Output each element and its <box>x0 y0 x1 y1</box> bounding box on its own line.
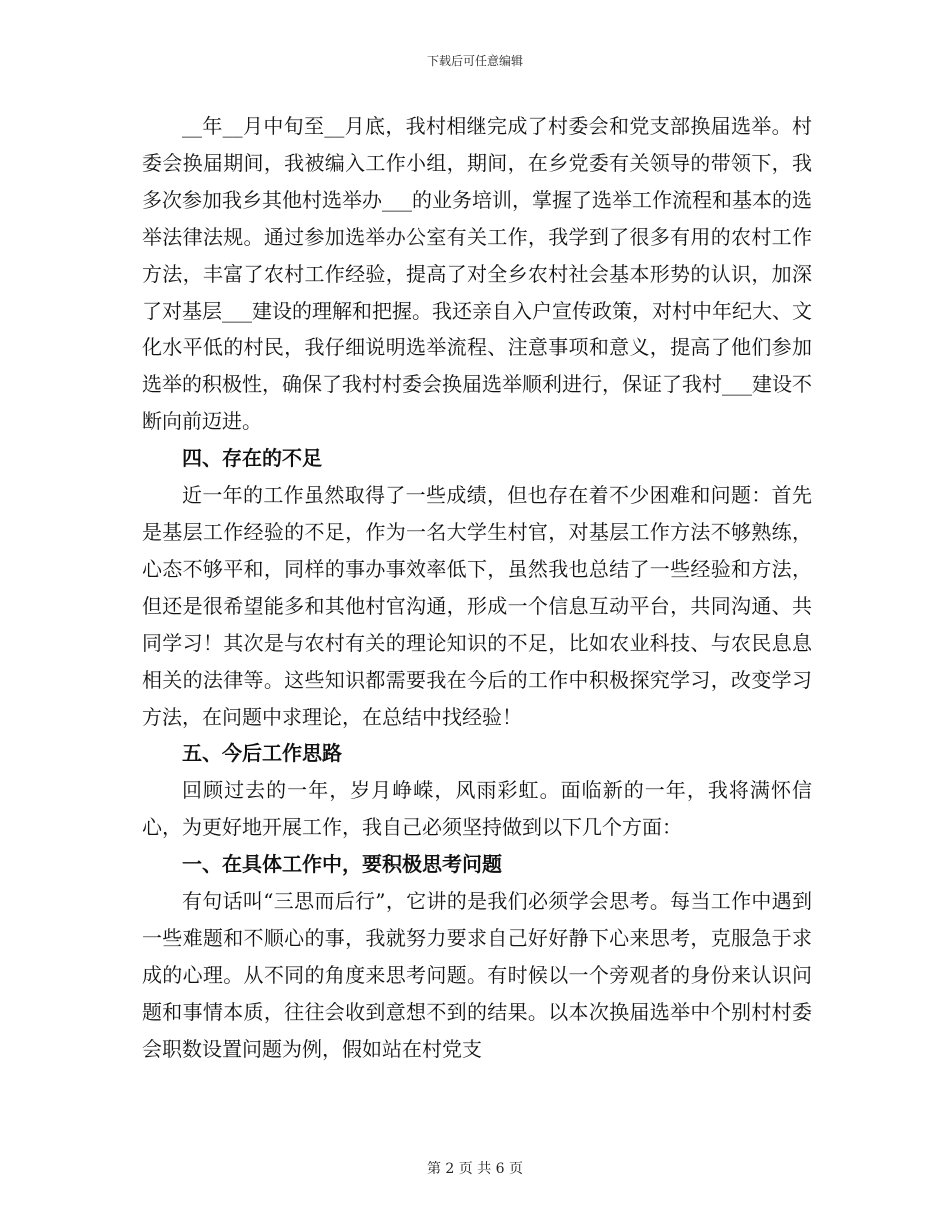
section-heading-future-plan: 五、今后工作思路 <box>182 741 342 766</box>
page-header: 下载后可任意编辑 <box>426 54 523 68</box>
page-footer: 第 2 页 共 6 页 <box>426 1161 524 1177</box>
document-body <box>142 108 812 1068</box>
subsection-heading-active-thinking: 一、在具体工作中，要积极思考问题 <box>182 852 502 877</box>
paragraph-shortcomings: 近一年的工作虽然取得了一些成绩，但也存在着不少困难和问题：首先是基层工作经验的不足，作为一名大学生村官，对基层工作方法不够熟练，心态不够平和，同样的事办事效率低下，虽然我也总结了一些经验和方法，但还是很希望能多和其他村官沟通，形成一个信息互动平台，共同沟通、共同学习！其次是与农村有关的理论知识的不足，比如农业科技、与农民息息相关的法律等。这些知识都需要我在今后的工作中积极探究学习，改变学习方法，在问题中求理论，在总结中找经验！ <box>142 483 812 729</box>
paragraph-active-thinking: 有句话叫“三思而后行”，它讲的是我们必须学会思考。每当工作中遇到一些难题和不顺心的事，我就努力要求自己好好静下心来思考，克服急于求成的心理。从不同的角度来思考问题。有时候以一个旁观者的身份来认识问题和事情本质，往往会收到意想不到的结果。以本次换届选举中个别村村委会职数设置问题为例，假如站在村党支 <box>142 889 812 1061</box>
paragraph-election-work: __年__月中旬至__月底，我村相继完成了村委会和党支部换届选举。村委会换届期间，我被编入工作小组，期间，在乡党委有关领导的带领下，我多次参加我乡其他村选举办___的业务培训，掌握了选举工作流程和基本的选举法律法规。通过参加选举办公室有关工作，我学到了很多有用的农村工作方法，丰富了农村工作经验，提高了对全乡农村社会基本形势的认识，加深了对基层___建设的理解和把握。我还亲自入户宣传政策，对村中年纪大、文化水平低的村民，我仔细说明选举流程、注意事项和意义，提高了他们参加选举的积极性，确保了我村村委会换届选举顺利进行，保证了我村___建设不断向前迈进。 <box>142 114 812 434</box>
paragraph-future-plan: 回顾过去的一年，岁月峥嵘，风雨彩虹。面临新的一年，我将满怀信心，为更好地开展工作，我自己必须坚持做到以下几个方面： <box>142 778 812 840</box>
section-heading-shortcomings: 四、存在的不足 <box>182 446 322 471</box>
